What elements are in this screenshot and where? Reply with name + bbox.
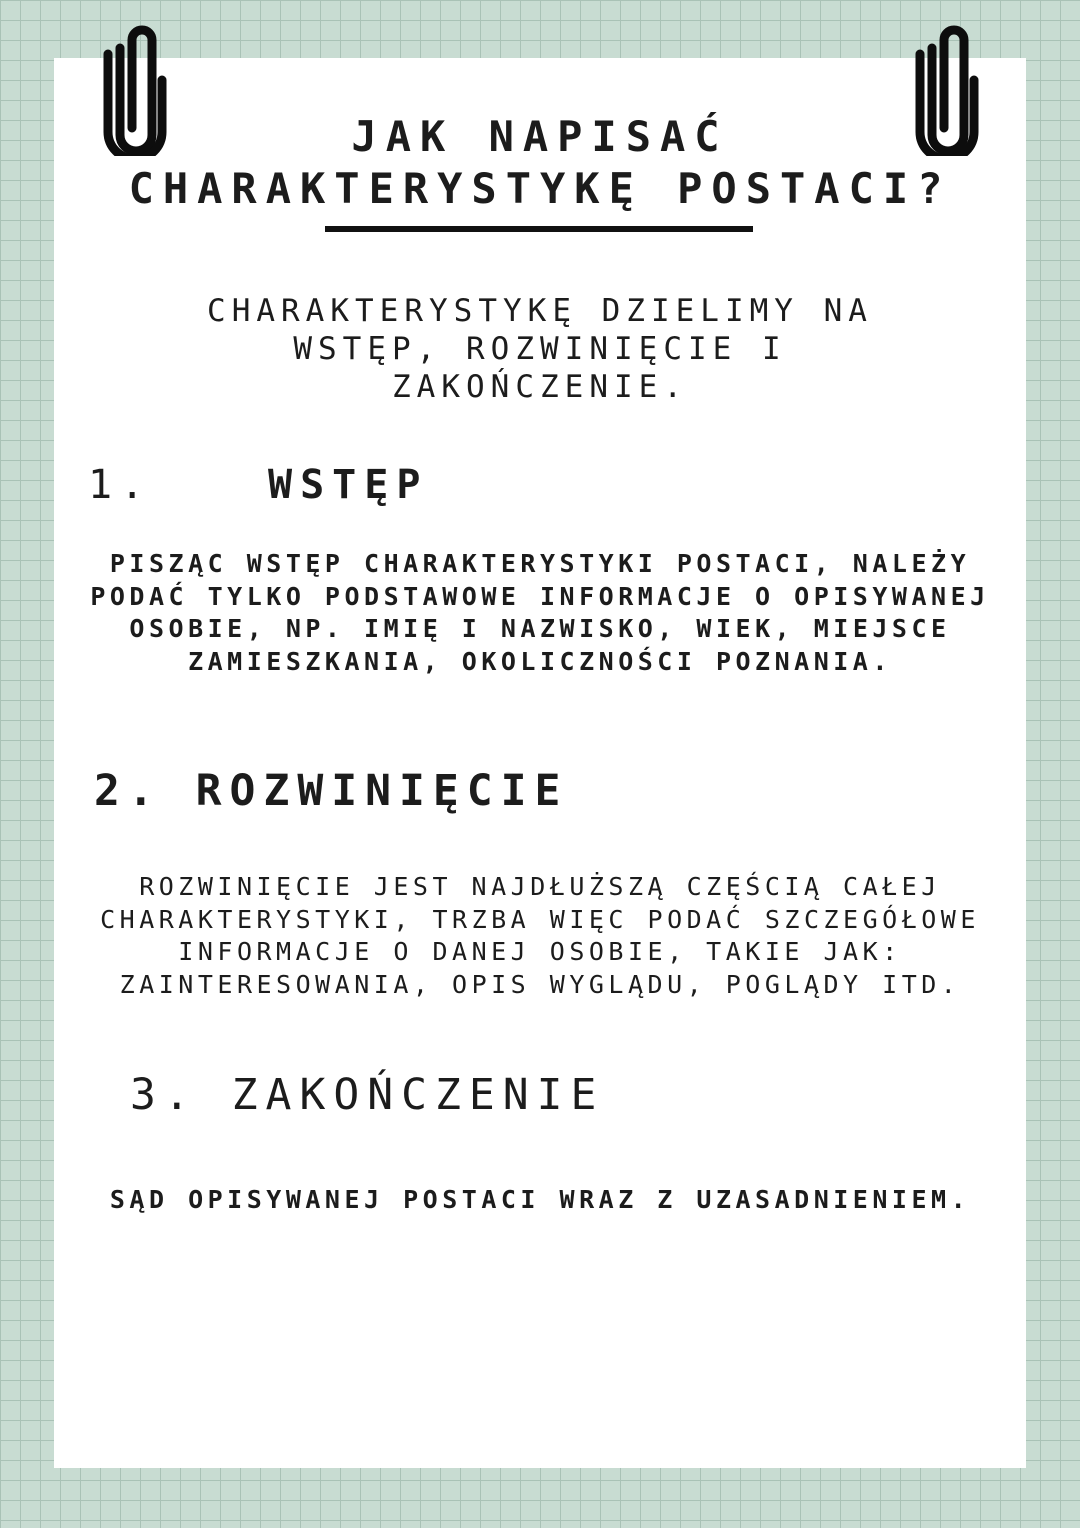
section-2-heading: 2. ROZWINIĘCIE [94, 766, 569, 816]
section-3-body: SĄD OPISYWANEJ POSTACI WRAZ Z UZASADNIENIEM. [109, 1185, 971, 1214]
paper-sheet [54, 58, 1026, 1468]
section-3-heading: 3. ZAKOŃCZENIE [130, 1070, 605, 1120]
page-title-line-1: JAK NAPISAĆ [351, 112, 729, 161]
title-underline [325, 226, 753, 232]
section-1-heading: WSTĘP [268, 462, 429, 508]
intro-text: CHARAKTERYSTYKĘ DZIELIMY NA WSTĘP, ROZWINIĘCIE I ZAKOŃCZENIE. [207, 293, 873, 405]
section-1-number: 1. [88, 462, 153, 508]
page-title-line-2: CHARAKTERYSTYKĘ POSTACI? [128, 164, 952, 213]
section-1-body: PISZĄC WSTĘP CHARAKTERYSTYKI POSTACI, NALEŻY PODAĆ TYLKO PODSTAWOWE INFORMACJE O OPISYWANEJ OSOBIE, NP. IMIĘ I NAZWISKO, WIEK, MIEJSCE ZAMIESZKANIA, OKOLICZNOŚCI POZNANIA. [90, 549, 990, 676]
section-2-body: ROZWINIĘCIE JEST NAJDŁUŻSZĄ CZĘŚCIĄ CAŁEJ CHARAKTERYSTYKI, TRZBA WIĘC PODAĆ SZCZEGÓŁOWE INFORMACJE O DANEJ OSOBIE, TAKIE JAK: ZAINTERESOWANIA, OPIS WYGLĄDU, POGLĄDY ITD. [100, 872, 980, 999]
